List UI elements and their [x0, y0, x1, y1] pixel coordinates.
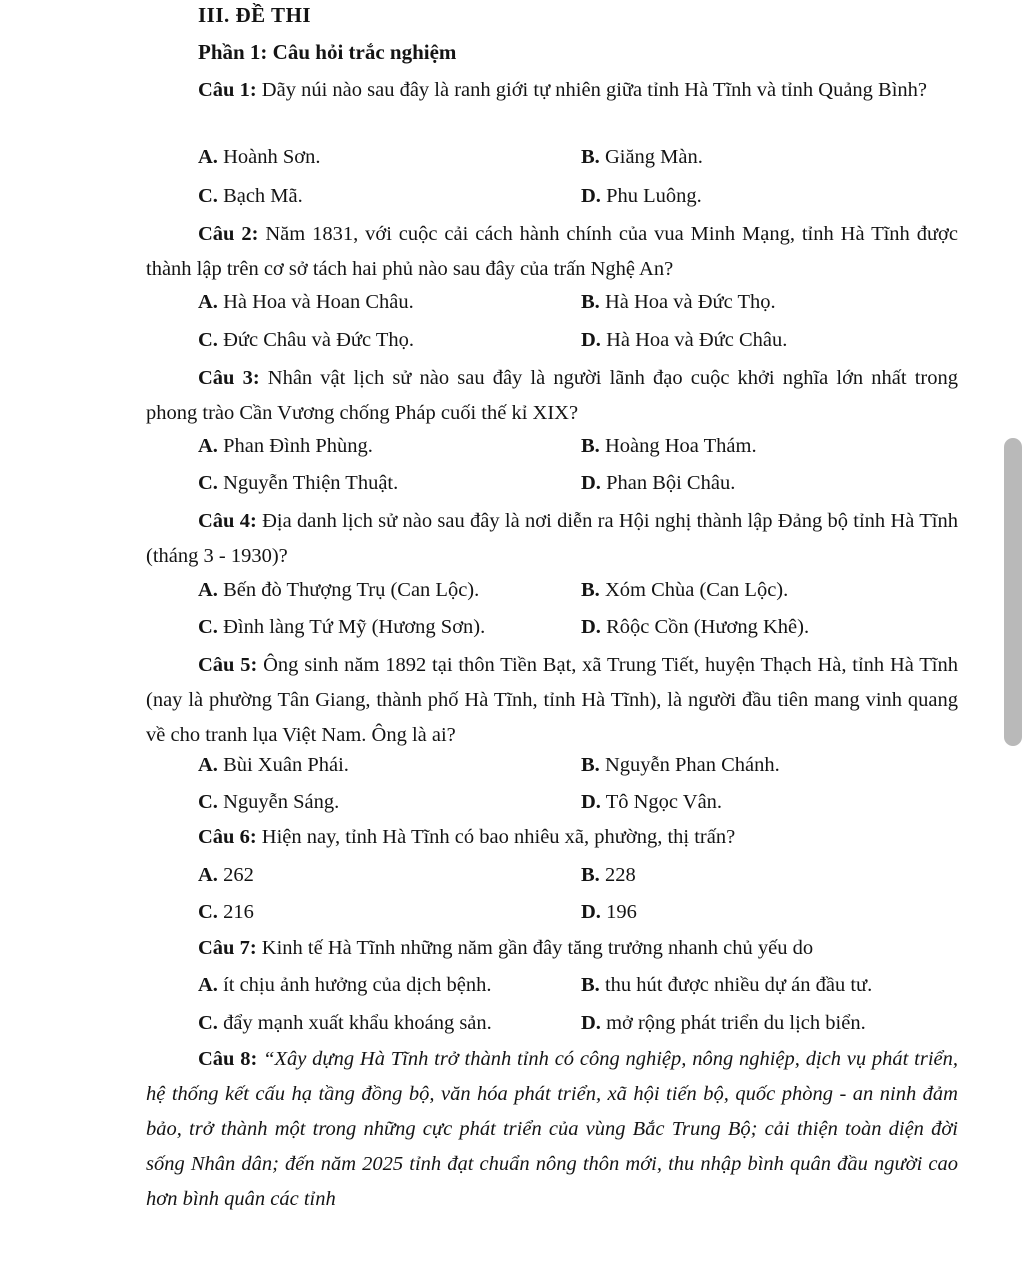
question-label: Câu 4: [198, 510, 257, 532]
question-7 [146, 931, 958, 966]
option-a: A. Bến đò Thượng Trụ (Can Lộc). [198, 579, 480, 601]
option-a: A. 262 [198, 864, 254, 886]
question-text: “Xây dựng Hà Tĩnh trở thành tỉnh có công nghiệp, nông nghiệp, dịch vụ phát triển, hệ thống kết cấu hạ tầng đồng bộ, văn hóa phát triển, xã hội tiến bộ, quốc phòng - an ninh đảm bảo, trở thành một trong những cực phát triển của vùng Bắc Trung Bộ; cải thiện toàn diện đời sống Nhân dân; đến năm 2025 tỉnh đạt chuẩn nông thôn mới, thu nhập bình quân đầu người cao hơn bình quân các tỉnh [146, 1048, 958, 1210]
question-text: Địa danh lịch sử nào sau đây là nơi diễn ra Hội nghị thành lập Đảng bộ tỉnh Hà Tĩnh (tháng 3 - 1930)? [146, 510, 958, 567]
question-text: Dãy núi nào sau đây là ranh giới tự nhiên giữa tỉnh Hà Tĩnh và tỉnh Quảng Bình? [261, 79, 928, 101]
option-d: D. 196 [581, 901, 637, 923]
question-8 [146, 1042, 958, 1217]
question-label: Câu 3: [198, 367, 260, 389]
option-c: C. Nguyễn Thiện Thuật. [198, 472, 399, 494]
option-a: A. Phan Đình Phùng. [198, 435, 373, 457]
option-a: A. Hoành Sơn. [198, 146, 321, 168]
question-label: Câu 6: [198, 826, 257, 848]
question-label: Câu 7: [198, 937, 257, 959]
option-c: C. Đức Châu và Đức Thọ. [198, 329, 414, 351]
scrollbar-thumb[interactable] [1004, 438, 1022, 746]
option-b: B. 228 [581, 864, 636, 886]
option-c: C. Nguyễn Sáng. [198, 791, 340, 813]
option-b: B. thu hút được nhiều dự án đầu tư. [581, 974, 873, 996]
option-c: C. Bạch Mã. [198, 185, 303, 207]
option-d: D. Hà Hoa và Đức Châu. [581, 329, 788, 351]
option-a: A. Bùi Xuân Phái. [198, 754, 349, 776]
question-text: Năm 1831, với cuộc cải cách hành chính của vua Minh Mạng, tỉnh Hà Tĩnh được thành lập trên cơ sở tách hai phủ nào sau đây của trấn Nghệ An? [146, 223, 958, 280]
option-b: B. Xóm Chùa (Can Lộc). [581, 579, 789, 601]
option-b: B. Giăng Màn. [581, 146, 703, 168]
question-text: Kinh tế Hà Tĩnh những năm gần đây tăng trưởng nhanh chủ yếu do [261, 937, 814, 959]
question-5 [146, 648, 958, 753]
option-d: D. mở rộng phát triển du lịch biển. [581, 1012, 866, 1034]
option-c: C. 216 [198, 901, 254, 923]
question-label: Câu 2: [198, 223, 259, 245]
question-label: Câu 5: [198, 654, 258, 676]
question-1 [146, 73, 958, 108]
option-b: B. Hoàng Hoa Thám. [581, 435, 757, 457]
option-d: D. Phu Luông. [581, 185, 702, 207]
section-heading: III. ĐỀ THI [198, 3, 312, 27]
option-d: D. Tô Ngọc Vân. [581, 791, 723, 813]
option-b: B. Hà Hoa và Đức Thọ. [581, 291, 776, 313]
option-b: B. Nguyễn Phan Chánh. [581, 754, 780, 776]
option-c: C. đẩy mạnh xuất khẩu khoáng sản. [198, 1012, 492, 1034]
part-heading: Phần 1: Câu hỏi trắc nghiệm [198, 40, 457, 64]
question-label: Câu 1: [198, 79, 257, 101]
question-4 [146, 504, 958, 574]
question-label: Câu 8: [198, 1048, 258, 1070]
option-d: D. Rôộc Cồn (Hương Khê). [581, 616, 810, 638]
option-d: D. Phan Bội Châu. [581, 472, 736, 494]
question-3 [146, 361, 958, 431]
question-6 [146, 820, 958, 855]
option-a: A. Hà Hoa và Hoan Châu. [198, 291, 414, 313]
question-text: Ông sinh năm 1892 tại thôn Tiền Bạt, xã Trung Tiết, huyện Thạch Hà, tỉnh Hà Tĩnh (nay là phường Tân Giang, thành phố Hà Tĩnh, tỉnh Hà Tĩnh), là người đầu tiên mang vinh quang về cho tranh lụa Việt Nam. Ông là ai? [146, 654, 958, 746]
option-a: A. ít chịu ảnh hưởng của dịch bệnh. [198, 974, 492, 996]
question-2 [146, 217, 958, 287]
question-text: Nhân vật lịch sử nào sau đây là người lãnh đạo cuộc khởi nghĩa lớn nhất trong phong trào Cần Vương chống Pháp cuối thế kỉ XIX? [146, 367, 958, 424]
option-c: C. Đình làng Tứ Mỹ (Hương Sơn). [198, 616, 486, 638]
question-text: Hiện nay, tỉnh Hà Tĩnh có bao nhiêu xã, phường, thị trấn? [261, 826, 736, 848]
